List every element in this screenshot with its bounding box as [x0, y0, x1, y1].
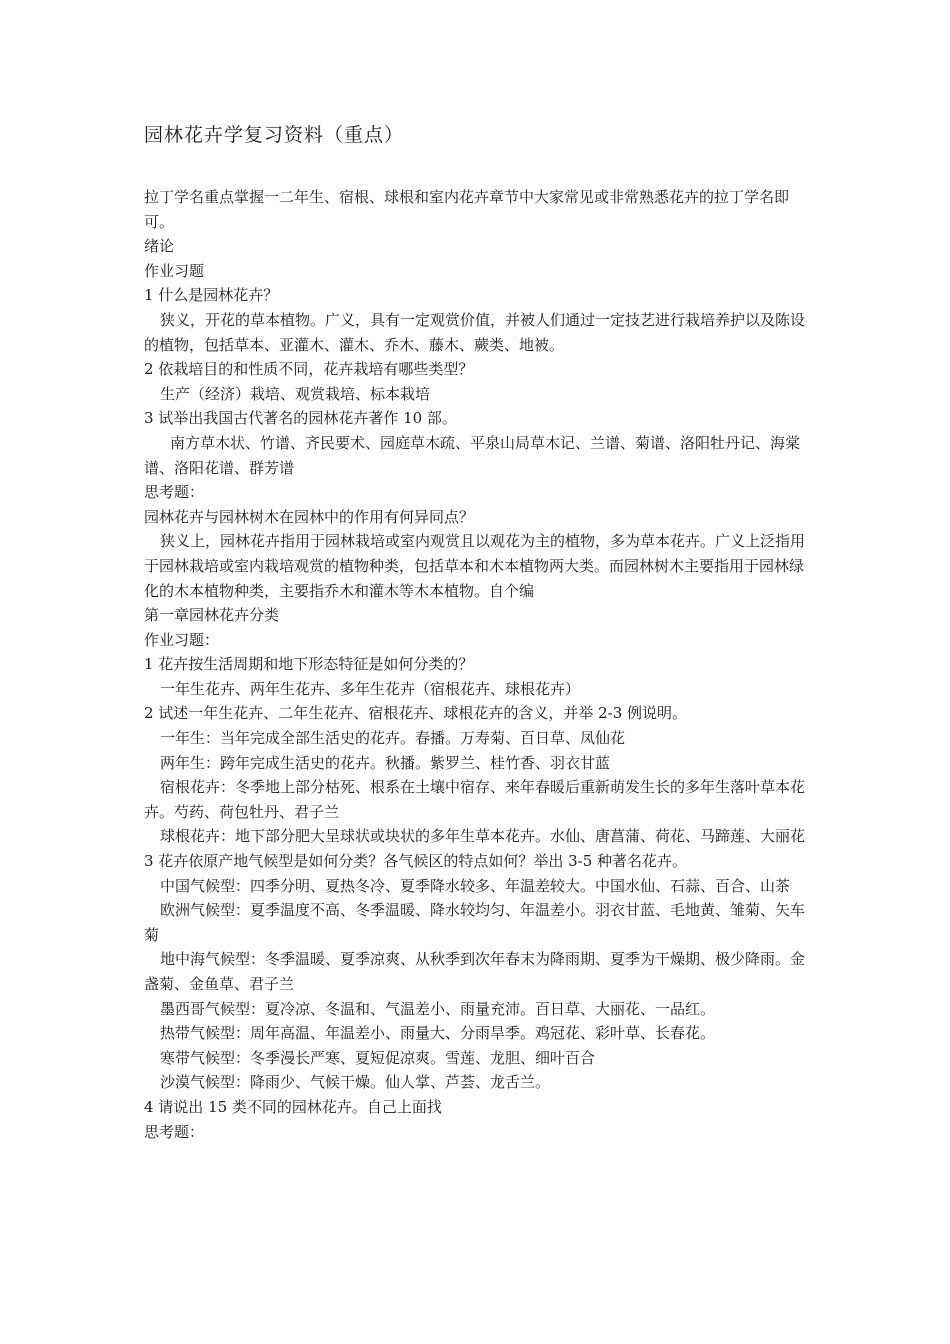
paragraph: 园林花卉与园林树木在园林中的作用有何异同点？ [144, 507, 475, 526]
paragraph: 2 依栽培目的和性质不同，花卉栽培有哪些类型？ [144, 360, 474, 379]
paragraph: 4 请说出 15 类不同的园林花卉。自己上面找 [144, 1097, 442, 1116]
paragraph: 球根花卉：地下部分肥大呈球状或块状的多年生草本花卉。水仙、唐菖蒲、荷花、马蹄莲、大丽花 [160, 827, 806, 846]
paragraph: 第一章园林花卉分类 [144, 606, 280, 625]
paragraph: 中国气候型：四季分明、夏热冬冷、夏季降水较多、年温差较大。中国水仙、石蒜、百合、山茶 [160, 876, 791, 895]
paragraph: 南方草木状、竹谱、齐民要术、园庭草木疏、平泉山局草木记、兰谱、菊谱、洛阳牡丹记、海棠谱、洛阳花谱、群芳谱 [144, 433, 801, 477]
paragraph: 狭义上，园林花卉指用于园林栽培或室内观赏且以观花为主的植物，多为草本花卉。广义上泛指用于园林栽培或室内栽培观赏的植物种类，包括草本和木本植物两大类。而园林树木主要指用于园林绿化的木本植物种类，主要指乔木和灌木等木本植物。自个编 [144, 532, 806, 600]
paragraph: 墨西哥气候型：夏冷凉、冬温和、气温差小、雨量充沛。百日草、大丽花、一品红。 [160, 999, 716, 1018]
paragraph: 思考题： [144, 1122, 205, 1141]
paragraph: 寒带气候型：冬季漫长严寒、夏短促凉爽。雪莲、龙胆、细叶百合 [160, 1048, 596, 1067]
paragraph: 绪论 [144, 237, 175, 256]
document-body [144, 185, 816, 1144]
paragraph: 作业习题： [144, 630, 220, 649]
paragraph: 3 试举出我国古代著名的园林花卉著作 10 部。 [144, 409, 457, 428]
paragraph: 一年生：当年完成全部生活史的花卉。春播。万寿菊、百日草、凤仙花 [160, 729, 626, 748]
paragraph: 一年生花卉、两年生花卉、多年生花卉（宿根花卉、球根花卉） [160, 679, 581, 698]
paragraph: 热带气候型：周年高温、年温差小、雨量大、分雨旱季。鸡冠花、彩叶草、长春花。 [160, 1024, 716, 1043]
paragraph: 1 什么是园林花卉？ [144, 286, 279, 305]
paragraph: 狭义，开花的草本植物。广义，具有一定观赏价值，并被人们通过一定技艺进行栽培养护以及陈设的植物，包括草本、亚灌木、灌木、乔木、藤木、蕨类、地被。 [144, 310, 806, 354]
paragraph: 2 试述一年生花卉、二年生花卉、宿根花卉、球根花卉的含义，并举 2-3 例说明。 [144, 704, 688, 723]
paragraph: 思考题： [144, 483, 205, 502]
paragraph: 沙漠气候型：降雨少、气候干燥。仙人掌、芦荟、龙舌兰。 [160, 1073, 551, 1092]
paragraph: 作业习题 [144, 261, 205, 280]
document-title: 园林花卉学复习资料（重点） [144, 124, 405, 146]
paragraph: 地中海气候型：冬季温暖、夏季凉爽、从秋季到次年春末为降雨期、夏季为干燥期、极少降雨。金盏菊、金鱼草、君子兰 [144, 950, 806, 993]
paragraph: 3 花卉依原产地气候型是如何分类？各气候区的特点如何？举出 3-5 种著名花卉。 [144, 852, 688, 871]
paragraph: 欧洲气候型：夏季温度不高、冬季温暖、降水较均匀、年温差小。羽衣甘蓝、毛地黄、雏菊、矢车菊 [144, 901, 806, 944]
paragraph: 生产（经济）栽培、观赏栽培、标本栽培 [160, 384, 431, 403]
paragraph: 两年生：跨年完成生活史的花卉。秋播。紫罗兰、桂竹香、羽衣甘蓝 [160, 753, 611, 772]
paragraph: 宿根花卉：冬季地上部分枯死、根系在土壤中宿存、来年春暖后重新萌发生长的多年生落叶草本花卉。芍药、荷包牡丹、君子兰 [144, 778, 806, 821]
paragraph: 拉丁学名重点掌握一二年生、宿根、球根和室内花卉章节中大家常见或非常熟悉花卉的拉丁学名即可。 [144, 188, 790, 231]
paragraph: 1 花卉按生活周期和地下形态特征是如何分类的？ [144, 655, 474, 674]
